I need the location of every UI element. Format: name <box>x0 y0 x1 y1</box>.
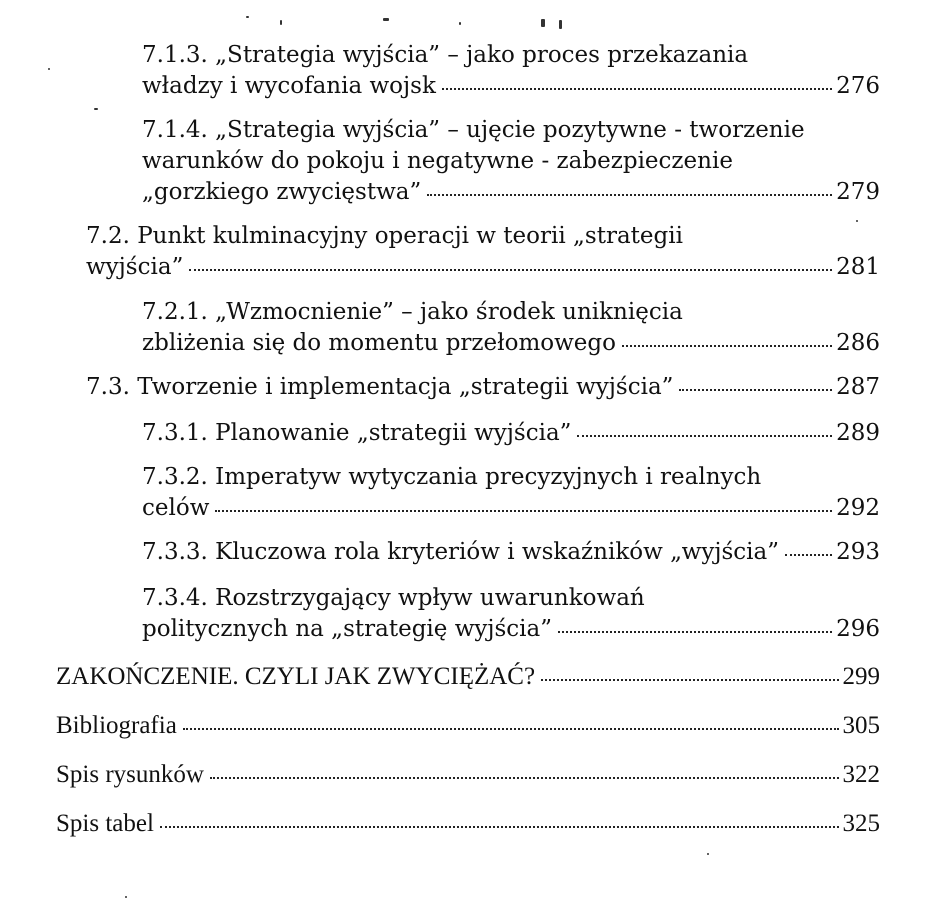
scan-speck <box>707 853 709 855</box>
entry-text: Spis tabel <box>56 810 154 837</box>
entry-last-line <box>142 614 880 645</box>
entry-line: 7.3.4. Rozstrzygający wpływ uwarunkowań <box>142 585 645 611</box>
dot-leader <box>160 826 839 828</box>
entry-text: „gorzkiego zwycięstwa” <box>142 179 422 205</box>
page-number: 293 <box>836 539 880 565</box>
page-number: 299 <box>842 663 880 690</box>
entry-line: 7.1.3. „Strategia wyjścia” – jako proces przekazania <box>142 42 749 68</box>
dot-leader <box>427 194 832 196</box>
entry-text: 7.3.1. Planowanie „strategii wyjścia” <box>142 420 572 446</box>
entry-last-line <box>56 710 880 741</box>
entry-text: 7.3.3. Kluczowa rola kryteriów i wskaźników „wyjścia” <box>142 539 779 565</box>
scan-speck <box>459 22 461 25</box>
entry-last-line <box>86 372 880 403</box>
entry-line: warunków do pokoju i negatywne - zabezpieczenie <box>142 148 733 174</box>
page-number: 276 <box>836 73 880 99</box>
toc-entry-bibliografia[interactable] <box>56 710 880 741</box>
toc-entry-7-2-1[interactable] <box>142 297 880 359</box>
page-number: 289 <box>836 420 880 446</box>
dot-leader <box>558 631 832 633</box>
entry-line: 7.2.1. „Wzmocnienie” – jako środek uniknięcia <box>142 299 683 325</box>
entry-text: władzy i wycofania wojsk <box>142 73 436 99</box>
dot-leader <box>442 88 832 90</box>
entry-last-line <box>142 328 880 359</box>
dot-leader <box>577 435 832 437</box>
toc-entry-spis-rysunkow[interactable] <box>56 759 880 790</box>
page-number: 292 <box>836 495 880 521</box>
toc-entry-7-3-1[interactable] <box>142 418 880 449</box>
entry-line: 7.3.2. Imperatyw wytyczania precyzyjnych i realnych <box>142 464 762 490</box>
toc-entry-7-3[interactable] <box>86 372 880 403</box>
scan-speck <box>125 896 127 898</box>
dot-leader <box>215 510 832 512</box>
page-number: 322 <box>842 761 880 788</box>
entry-last-line <box>56 759 880 790</box>
entry-last-line <box>142 537 880 568</box>
toc-entry-zakonczenie[interactable] <box>56 661 880 692</box>
entry-last-line <box>86 252 880 283</box>
entry-text: 7.3. Tworzenie i implementacja „strategii wyjścia” <box>86 374 674 400</box>
scan-speck <box>94 108 98 110</box>
toc-entry-spis-tabel[interactable] <box>56 808 880 839</box>
entry-text: zbliżenia się do momentu przełomowego <box>142 330 616 356</box>
entry-text: Spis rysunków <box>56 761 204 788</box>
entry-last-line <box>142 71 880 102</box>
entry-text: wyjścia” <box>86 254 184 280</box>
entry-last-line <box>56 661 880 692</box>
toc-entry-7-3-4[interactable] <box>142 583 880 645</box>
entry-last-line <box>56 808 880 839</box>
toc-entry-7-3-3[interactable] <box>142 537 880 568</box>
page-number: 325 <box>842 810 880 837</box>
toc-entry-7-3-2[interactable] <box>142 462 880 524</box>
toc-entry-7-1-3[interactable] <box>142 40 880 102</box>
scan-speck <box>48 68 50 70</box>
scan-speck <box>559 20 562 29</box>
dot-leader <box>189 269 832 271</box>
entry-text: celów <box>142 495 210 521</box>
page-number: 305 <box>842 712 880 739</box>
page-number: 296 <box>836 616 880 642</box>
entry-last-line <box>142 493 880 524</box>
dot-leader <box>541 679 838 681</box>
page-number: 281 <box>836 254 880 280</box>
scan-speck <box>280 20 282 25</box>
dot-leader <box>622 345 832 347</box>
entry-line: 7.2. Punkt kulminacyjny operacji w teorii „strategii <box>86 223 683 249</box>
dot-leader <box>210 777 839 779</box>
scan-speck <box>541 19 545 27</box>
dot-leader <box>183 728 839 730</box>
entry-last-line <box>142 418 880 449</box>
scan-speck <box>856 220 858 222</box>
page-number: 279 <box>836 179 880 205</box>
scan-speck <box>383 18 389 21</box>
dot-leader <box>679 389 832 391</box>
entry-text: politycznych na „strategię wyjścia” <box>142 616 553 642</box>
dot-leader <box>785 554 832 556</box>
page-number: 287 <box>836 374 880 400</box>
scan-speck <box>246 16 249 18</box>
entry-text: Bibliografia <box>56 712 177 739</box>
entry-line: 7.1.4. „Strategia wyjścia” – ujęcie pozytywne - tworzenie <box>142 117 805 143</box>
entry-text: ZAKOŃCZENIE. CZYLI JAK ZWYCIĘŻAĆ? <box>56 663 536 690</box>
entry-last-line <box>142 177 880 208</box>
toc-entry-7-1-4[interactable] <box>142 115 880 208</box>
toc-entry-7-2[interactable] <box>86 221 880 283</box>
page-number: 286 <box>836 330 880 356</box>
